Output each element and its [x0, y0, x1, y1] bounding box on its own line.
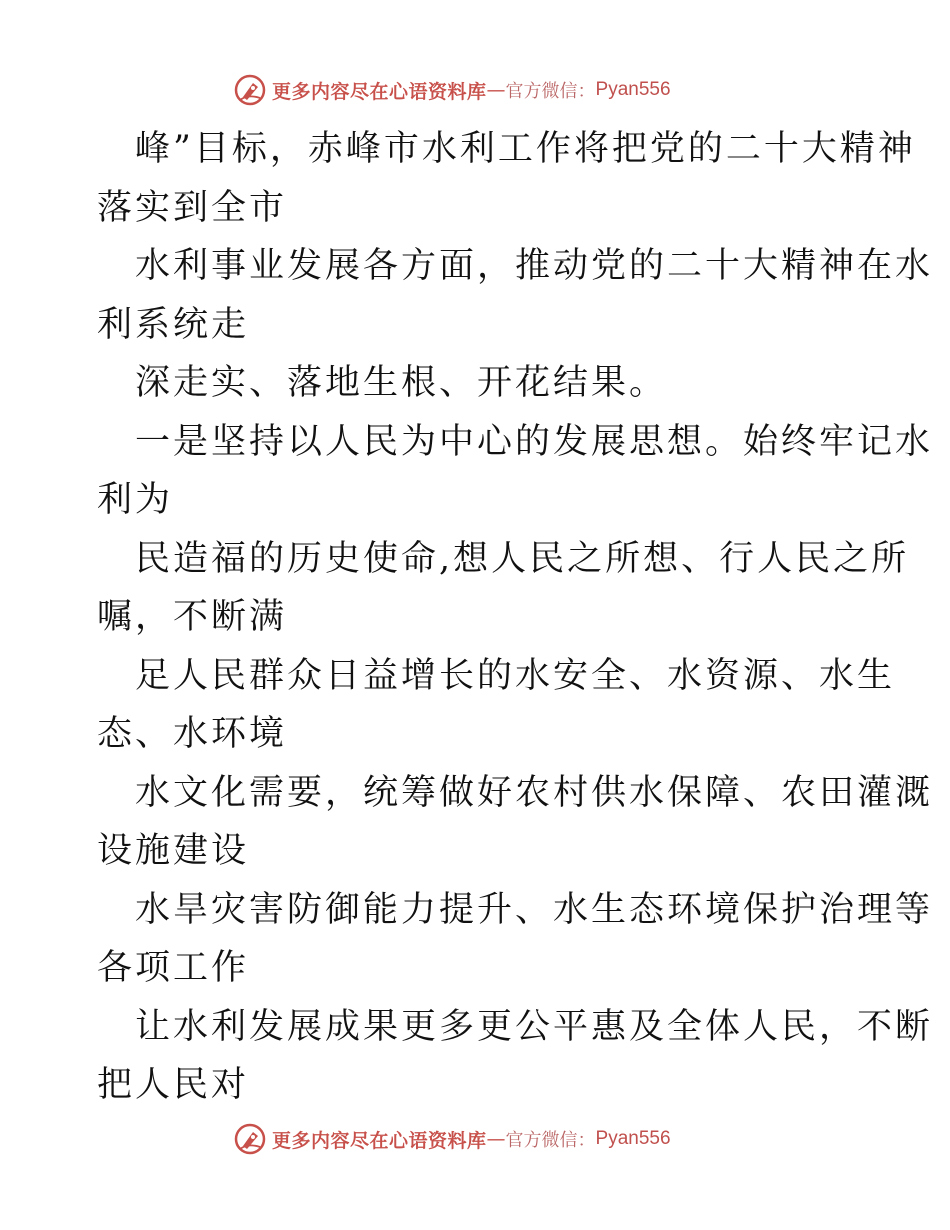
- body-line: 水旱灾害防御能力提升、水生态环境保护治理等: [135, 889, 934, 930]
- pen-nib-logo-icon: [234, 1123, 266, 1155]
- pen-nib-logo-icon: [234, 74, 266, 106]
- watermark-separator: —: [486, 1128, 506, 1150]
- watermark-brand-text: 更多内容尽在心语资料库: [272, 80, 487, 103]
- body-line: 足人民群众日益增长的水安全、水资源、水生: [135, 655, 896, 696]
- body-line: 态、水环境: [97, 714, 288, 754]
- document-body: [97, 120, 934, 1115]
- body-line: 深走实、落地生根、开花结果。: [135, 363, 668, 403]
- body-line: 各项工作: [97, 948, 250, 988]
- body-line: 峰”目标，赤峰市水利工作将把党的二十大精神: [135, 129, 916, 169]
- body-line: 让水利发展成果更多更公平惠及全体人民，不断: [135, 1006, 934, 1047]
- body-line: 落实到全市: [97, 187, 288, 228]
- body-line: 嘱，不断满: [97, 597, 288, 637]
- body-line: 一是坚持以人民为中心的发展思想。始终牢记水: [135, 421, 934, 462]
- body-line: 水文化需要，统筹做好农村供水保障、农田灌溉: [135, 772, 934, 813]
- body-line: 民造福的历史使命,想人民之所想、行人民之所: [135, 538, 910, 579]
- body-line: 设施建设: [97, 831, 250, 871]
- body-line: 把人民对: [97, 1065, 250, 1105]
- body-line: 水利事业发展各方面，推动党的二十大精神在水: [135, 246, 934, 286]
- watermark-brand-text: 更多内容尽在心语资料库: [272, 1129, 487, 1152]
- watermark-wechat-id: Pyan556: [595, 1128, 671, 1149]
- watermark-official-label: 官方微信：: [505, 1130, 596, 1151]
- watermark-wechat-id: Pyan556: [595, 79, 671, 100]
- watermark-official-label: 官方微信：: [505, 81, 596, 102]
- body-line: 利系统走: [97, 304, 250, 345]
- header-watermark: [234, 72, 671, 108]
- footer-watermark: [234, 1121, 671, 1157]
- watermark-separator: —: [486, 79, 506, 101]
- body-line: 利为: [97, 480, 174, 520]
